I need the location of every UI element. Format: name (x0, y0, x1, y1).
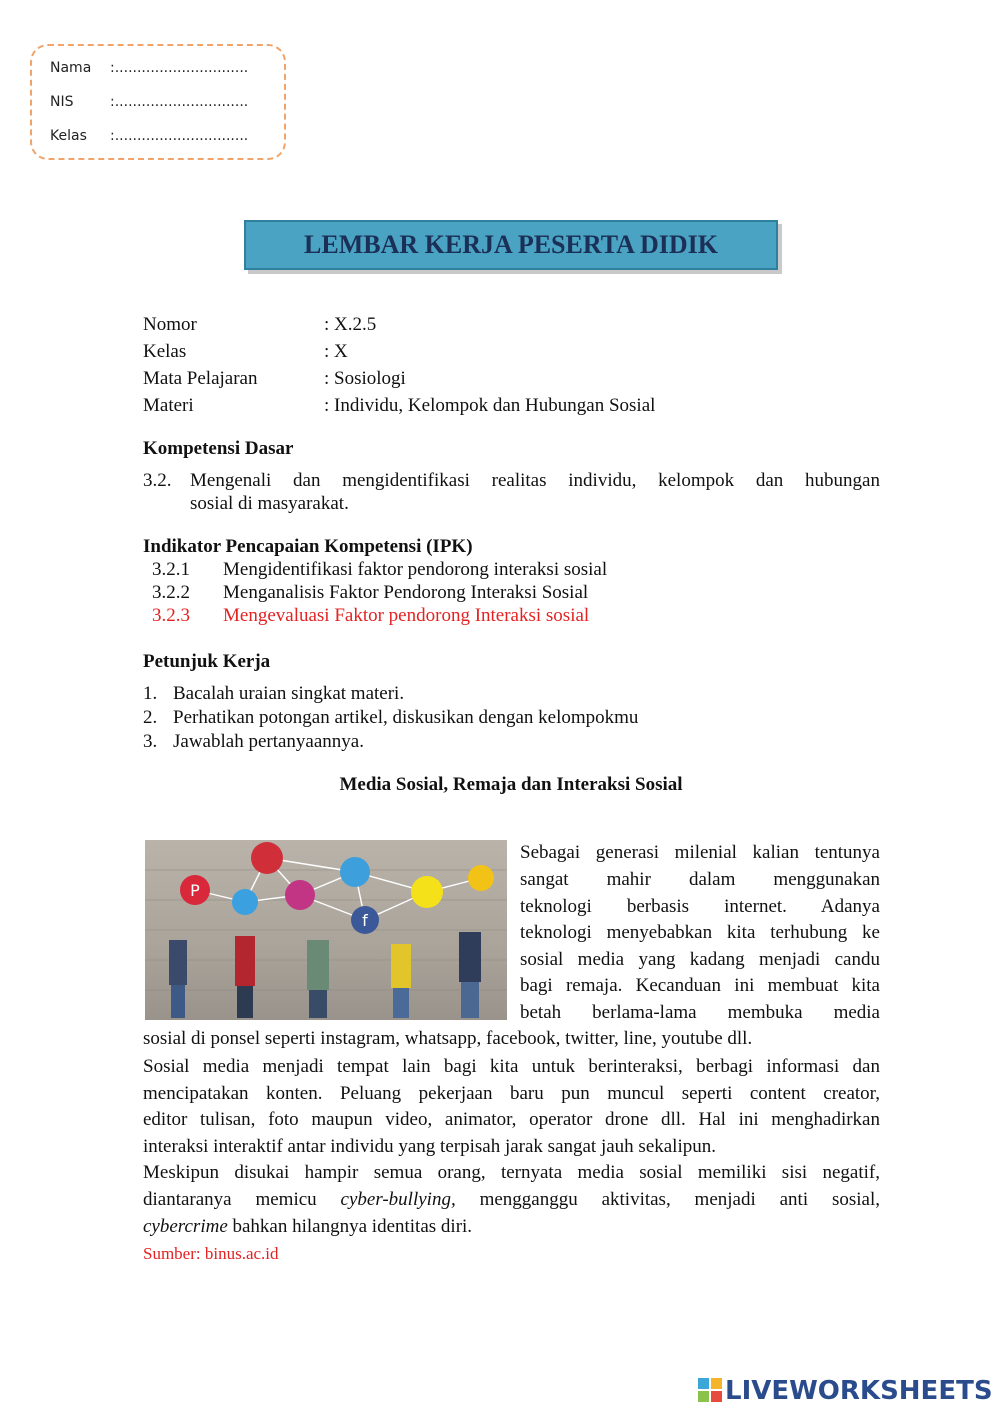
student-id-box (30, 44, 286, 160)
ipk-num: 3.2.2 (152, 582, 190, 603)
svg-text:f: f (362, 911, 368, 930)
article-side-line: teknologi berbasis internet. Adanya (520, 896, 880, 917)
article-paragraph-1-end: sosial di ponsel seperti instagram, whatsapp, facebook, twitter, line, youtube dll. (143, 1028, 753, 1049)
article-p3-line: Meskipun disukai hampir semua orang, ternyata media sosial memiliki sisi negatif, (143, 1162, 880, 1183)
meta-key: Kelas (143, 341, 187, 362)
ipk-text: Mengevaluasi Faktor pendorong Interaksi sosial (223, 605, 590, 626)
liveworksheets-logo[interactable] (698, 1376, 993, 1406)
article-side-line: sangat mahir dalam menggunakan (520, 869, 880, 890)
instructions-heading: Petunjuk Kerja (143, 651, 271, 672)
ipk-heading: Indikator Pencapaian Kompetensi (IPK) (143, 536, 473, 557)
globe-icon (340, 857, 370, 887)
article-side-line: sosial media yang kadang menjadi candu (520, 949, 880, 970)
brand-text: LIVEWORKSHEETS (725, 1376, 993, 1406)
name-row[interactable] (50, 60, 248, 76)
person-figures (169, 932, 481, 1018)
instruction-text: Jawablah pertanyaannya. (173, 731, 364, 752)
p3-text: diantaranya memicu (143, 1189, 341, 1210)
ipk-num: 3.2.3 (152, 605, 190, 626)
article-side-line: Sebagai generasi milenial kalian tentunya (520, 842, 880, 863)
p3-text: bahkan hilangnya identitas diri. (227, 1216, 473, 1237)
article-side-line: teknologi menyebabkan kita terhubung ke (520, 922, 880, 943)
instruction-text: Bacalah uraian singkat materi. (173, 683, 405, 704)
kd-line-1: Mengenali dan mengidentifikasi realitas individu, kelompok dan hubungan (190, 470, 880, 491)
meta-value: : X.2.5 (324, 314, 377, 335)
meta-key: Nomor (143, 314, 197, 335)
nis-blank[interactable]: :.............................. (110, 94, 249, 110)
meta-value: : Individu, Kelompok dan Hubungan Sosial (324, 395, 656, 416)
article-p2-line: Sosial media menjadi tempat lain bagi kita untuk berinteraksi, berbagi informasi dan (143, 1056, 880, 1077)
chart-icon (468, 865, 494, 891)
meta-key: Materi (143, 395, 194, 416)
liveworksheets-icon (698, 1378, 722, 1402)
instruction-num: 2. (143, 707, 158, 728)
article-side-line: betah berlama-lama membuka media (520, 1002, 880, 1023)
social-media-illustration (145, 840, 507, 1020)
twitter-icon (232, 889, 258, 915)
class-row[interactable] (50, 128, 248, 144)
ipk-text: Menganalisis Faktor Pendorong Interaksi Sosial (223, 582, 589, 603)
article-side-line: bagi remaja. Kecanduan ini membuat kita (520, 975, 880, 996)
class-label: Kelas (50, 128, 87, 144)
instagram-icon (285, 880, 315, 910)
instruction-num: 3. (143, 731, 158, 752)
article-source[interactable]: Sumber: binus.ac.id (143, 1244, 279, 1263)
worksheet-title-banner: LEMBAR KERJA PESERTA DIDIK (244, 220, 778, 270)
svg-text:P: P (190, 881, 200, 900)
kd-line-2: sosial di masyarakat. (190, 493, 349, 514)
nis-row[interactable] (50, 94, 248, 110)
snapchat-icon (411, 876, 443, 908)
ipk-num: 3.2.1 (152, 559, 190, 580)
meta-value: : X (324, 341, 348, 362)
name-label: Nama (50, 60, 92, 76)
article-p3-line-3 (143, 1216, 472, 1238)
article-p2-line: editor tulisan, foto maupun video, animator, operator drone dll. Hal ini menghadirkan (143, 1109, 880, 1130)
social-media-photo (145, 840, 507, 1020)
group-icon (251, 842, 283, 874)
p3-term: cybercrime (143, 1216, 228, 1237)
article-p2-line: mencipatakan konten. Peluang pekerjaan baru pun muncul seperti content creator, (143, 1083, 880, 1104)
meta-value: : Sosiologi (324, 368, 406, 389)
facebook-icon (351, 906, 379, 934)
article-p3-line-2 (143, 1189, 880, 1211)
instruction-num: 1. (143, 683, 158, 704)
kd-number: 3.2. (143, 470, 172, 491)
article-p2-end: interaksi interaktif antar individu yang terpisah jarak sangat jauh sekalipun. (143, 1136, 716, 1157)
nis-label: NIS (50, 94, 74, 110)
ipk-text: Mengidentifikasi faktor pendorong interaksi sosial (223, 559, 608, 580)
class-blank[interactable]: :.............................. (110, 128, 249, 144)
meta-key: Mata Pelajaran (143, 368, 258, 389)
kd-heading: Kompetensi Dasar (143, 438, 294, 459)
instruction-text: Perhatikan potongan artikel, diskusikan dengan kelompokmu (173, 707, 639, 728)
name-blank[interactable]: :.............................. (110, 60, 249, 76)
pinterest-icon (180, 875, 210, 905)
p3-term: cyber-bullying, (340, 1189, 456, 1210)
article-title: Media Sosial, Remaja dan Interaksi Sosial (339, 774, 683, 795)
p3-text: mengganggu aktivitas, menjadi anti sosial, (455, 1189, 880, 1210)
